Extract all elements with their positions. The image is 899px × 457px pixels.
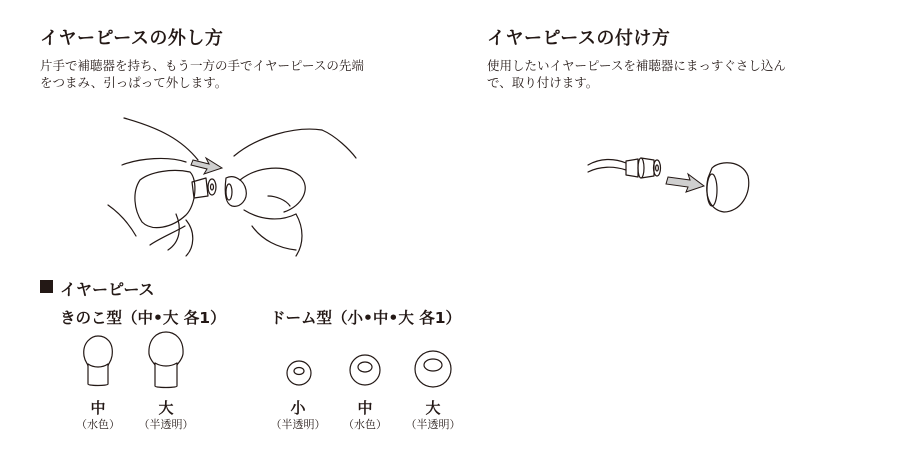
dome-earpiece-large-icon	[412, 348, 454, 390]
removal-title: イヤーピースの外し方	[40, 28, 224, 49]
mushroom-large-size: 大	[158, 399, 174, 417]
dome-medium-color: （水色）	[343, 418, 387, 431]
attach-instruction-line1: 使用したいイヤーピースを補聴器にまっすぐさし込ん	[487, 58, 786, 73]
earpiece-heading: イヤーピース	[60, 280, 155, 299]
mushroom-earpiece-medium-icon	[80, 334, 116, 388]
mushroom-medium-color: （水色）	[76, 418, 120, 431]
mushroom-large-color: （半透明）	[138, 418, 194, 431]
dome-earpiece-medium-icon	[347, 352, 383, 388]
attach-title: イヤーピースの付け方	[487, 28, 671, 49]
dome-type-heading: ドーム型（小•中•大 各1）	[270, 309, 461, 327]
mushroom-earpiece-large-icon	[146, 330, 186, 390]
dome-small-color: （半透明）	[270, 418, 326, 431]
removal-instruction-line2: をつまみ、引っぱって外します。	[40, 75, 228, 90]
dome-small-size: 小	[290, 399, 306, 417]
dome-large-size: 大	[425, 399, 441, 417]
mushroom-medium-size: 中	[90, 399, 106, 417]
section-bullet-square	[40, 280, 53, 293]
dome-medium-size: 中	[357, 399, 373, 417]
attach-instruction-line2: で、取り付けます。	[487, 75, 599, 90]
dome-large-color: （半透明）	[405, 418, 461, 431]
dome-earpiece-small-icon	[284, 358, 314, 388]
mushroom-type-heading: きのこ型（中•大 各1）	[60, 309, 226, 327]
removal-instruction-line1: 片手で補聴器を持ち、もう一方の手でイヤーピースの先端	[40, 58, 364, 73]
